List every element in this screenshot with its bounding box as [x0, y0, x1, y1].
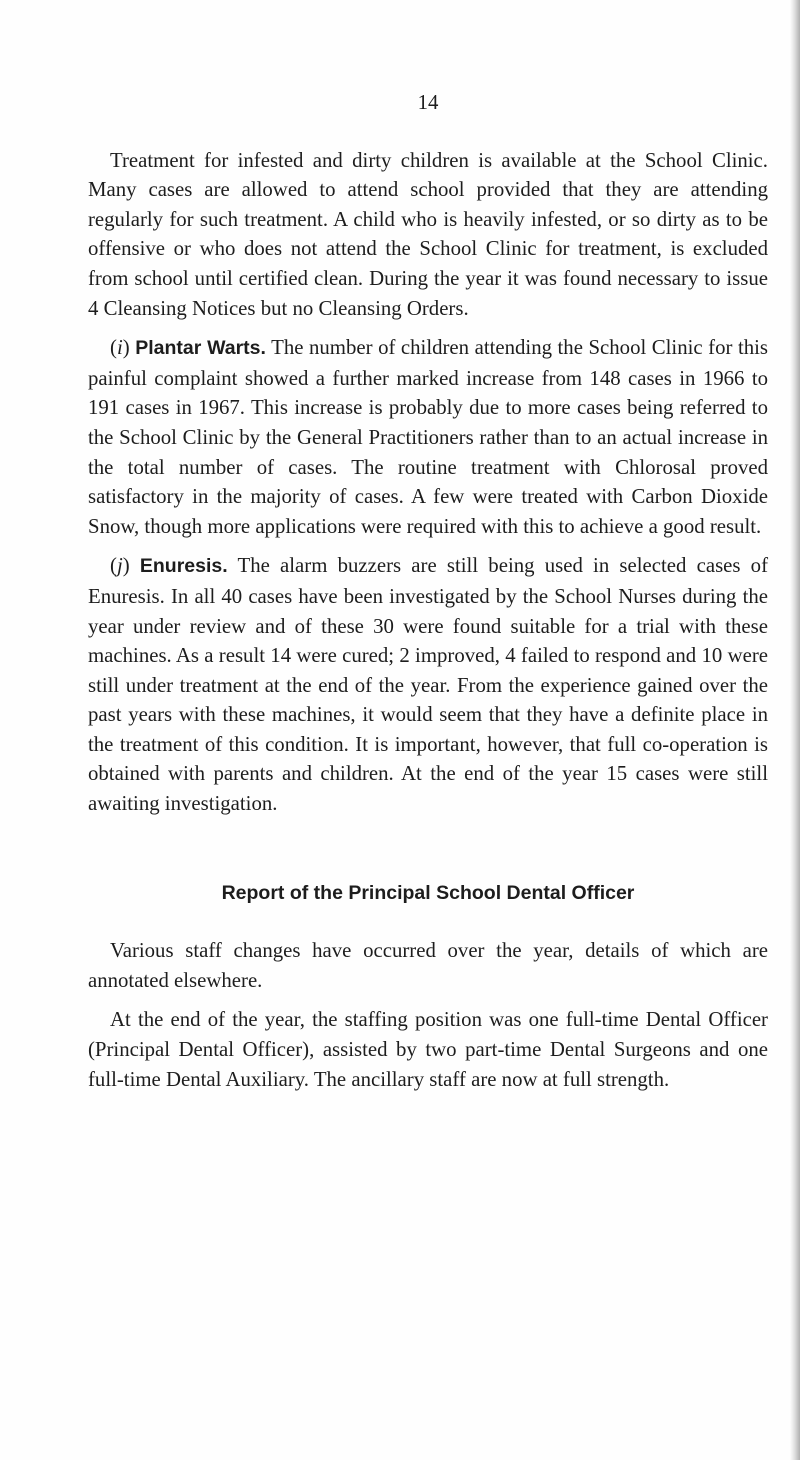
paragraph-staffing-position [88, 1005, 768, 1094]
paragraph-plantar-warts-text: The number of children attending the School Clinic for this painful complaint showed a further marked increase from 148 cases in 1966 to 191 cases in 1967. This increase is probably due to more cases being referred to the School Clinic by the General Practitioners rather than to an actual increase in the total number of cases. The routine treatment with Chlorosal proved satisfactory in the majority of cases. A few were treated with Carbon Dioxide Snow, though more applications were required with this to achieve a good result. [88, 336, 768, 538]
paragraph-staffing-position-text: At the end of the year, the staffing position was one full-time Dental Officer (Principal Dental Officer), assisted by two part-time Dental Surgeons and one full-time Dental Auxiliary. The ancillary staff are now at full strength. [88, 1008, 768, 1091]
page-number: 14 [417, 91, 439, 114]
paragraph-plantar-warts [88, 333, 768, 541]
paragraph-cleansing [88, 146, 768, 324]
list-marker: (i) [110, 336, 130, 360]
page-content [88, 88, 768, 1104]
paragraph-lead: Enuresis. [139, 555, 228, 578]
list-marker: (j) [110, 554, 130, 578]
paragraph-cleansing-text: Treatment for infested and dirty children is available at the School Clinic. Many cases are allowed to attend school provided that they are attending regularly for such treatment. A child who is heavily infested, or so dirty as to be offensive or who does not attend the School Clinic for treatment, is excluded from school until certified clean. During the year it was found necessary to issue 4 Cleansing Notices but no Cleansing Orders. [88, 148, 768, 320]
section-heading: Report of the Principal School Dental Officer [221, 881, 635, 904]
paragraph-enuresis [88, 551, 768, 818]
paragraph-lead: Plantar Warts. [135, 337, 266, 360]
paragraph-staff-changes [88, 936, 768, 995]
paragraph-enuresis-text: The alarm buzzers are still being used in selected cases of Enuresis. In all 40 cases have been investigated by the School Nurses during the year under review and of these 30 were found suitable for a trial with these machines. As a result 14 were cured; 2 improved, 4 failed to respond and 10 were still under treatment at the end of the year. From the experience gained over the past years with these machines, it would seem that they have a definite place in the treatment of this condition. It is important, however, that full co-operation is obtained with parents and children. At the end of the year 15 cases were still awaiting investigation. [88, 554, 769, 816]
page-edge-shadow [790, 0, 800, 1460]
paragraph-staff-changes-text: Various staff changes have occurred over the year, details of which are annotated elsewhere. [88, 939, 768, 992]
